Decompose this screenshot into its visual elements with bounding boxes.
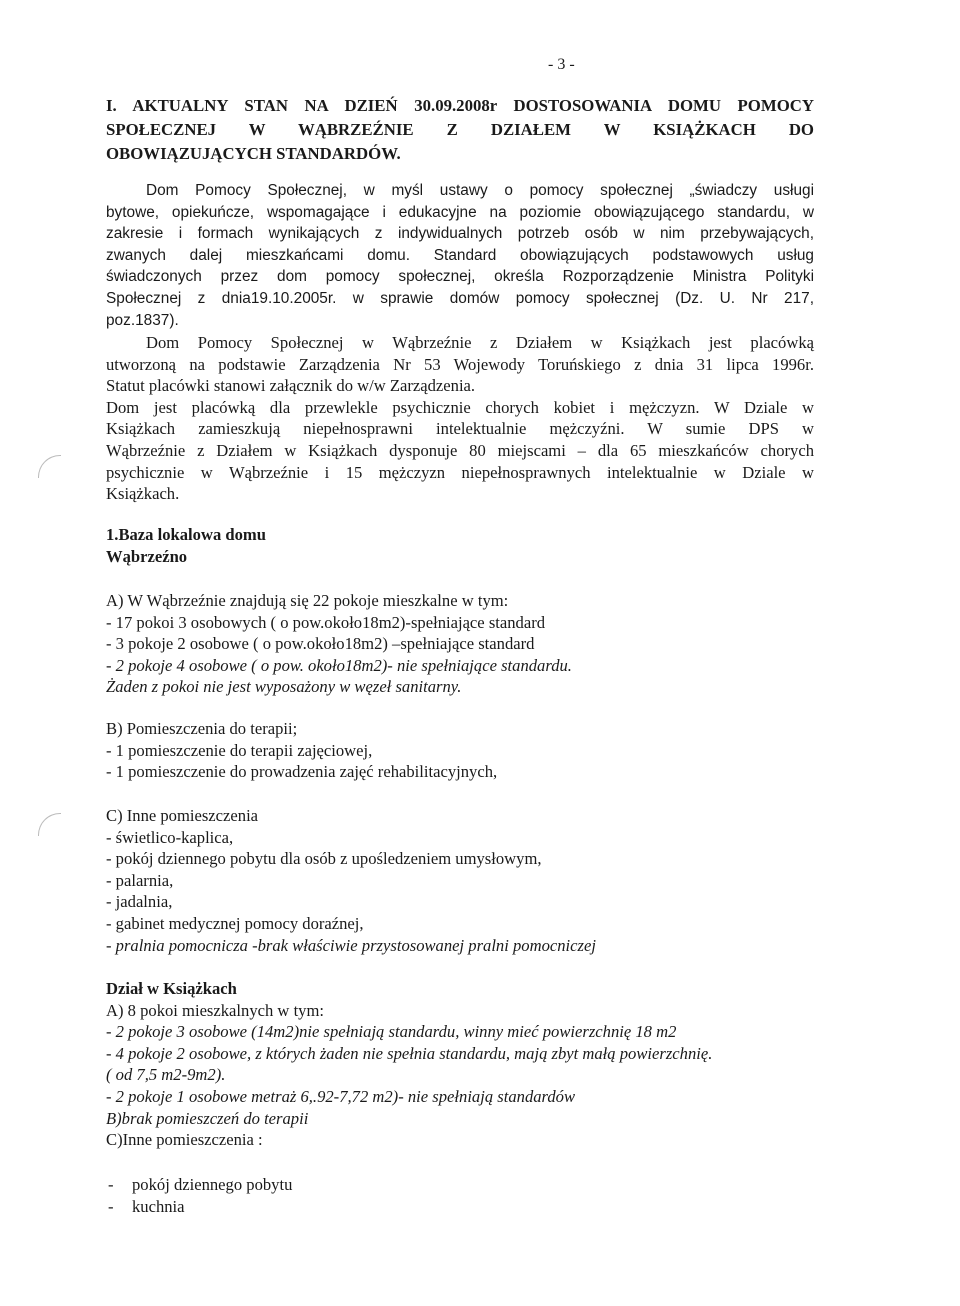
intro-paragraph	[106, 180, 814, 331]
rooms-list-b	[106, 718, 814, 783]
list-item: - jadalnia,	[106, 892, 173, 912]
text-line: świadczonych przez dom pomocy społecznej, określa Rozporządzenie Ministra Polityki	[106, 268, 814, 286]
page-number: - 3 -	[548, 56, 575, 73]
text-line: Książkach zamieszkują niepełnosprawni intelektualnie mężczyźni. W sumie DPS w	[106, 419, 814, 439]
list-item: - pokój dziennego pobytu	[106, 1174, 814, 1196]
list-title: A) 8 pokoi mieszkalnych w tym:	[106, 1000, 324, 1020]
heading-line: OBOWIĄZUJĄCYCH STANDARDÓW.	[106, 144, 401, 163]
text-line: psychicznie w Wąbrzeźnie i 15 mężczyzn niepełnosprawnych intelektualnie w Dziale w	[106, 462, 814, 482]
list-item: - 17 pokoi 3 osobowych ( o pow.około18m2)-spełniające standard	[106, 612, 546, 632]
list-item: - 2 pokoje 1 osobowe metraż 6,.92-7,72 m2)- nie spełniają standardów	[106, 1086, 576, 1106]
list-item: - 2 pokoje 4 osobowe ( o pow. około18m2)- nie spełniające standardu.	[106, 655, 572, 675]
list-item: Żaden z pokoi nie jest wyposażony w węzeł sanitarny.	[106, 677, 462, 697]
list-item: - 4 pokoje 2 osobowe, z których żaden nie spełnia standardu, mają zbyt małą powierzchnię.	[106, 1043, 713, 1063]
list-item: - 1 pomieszczenie do prowadzenia zajęć rehabilitacyjnych,	[106, 762, 498, 782]
scan-margin-mark	[38, 455, 61, 478]
rooms-list-a	[106, 590, 814, 698]
section-1	[106, 524, 814, 567]
list-item: - gabinet medycznej pomocy doraźnej,	[106, 913, 364, 933]
text-line: zwanych dalej mieszkańcami domu. Standard obowiązujących podstawowych usług	[106, 246, 814, 264]
text-line: Dom Pomocy Społecznej w Wąbrzeźnie z Działem w Książkach jest placówką	[146, 333, 814, 352]
list-item: - 2 pokoje 3 osobowe (14m2)nie spełniają standardu, winny mieć powierzchnię 18 m2	[106, 1022, 677, 1042]
list-item: - pralnia pomocnicza -brak właściwie przystosowanej pralni pomocniczej	[106, 935, 596, 955]
text-line: poz.1837).	[106, 311, 179, 329]
text-line: Dom jest placówką dla przewlekle psychicznie chorych kobiet i mężczyzn. W Dziale w	[106, 397, 814, 417]
list-item: - 3 pokoje 2 osobowe ( o pow.około18m2) –spełniające standard	[106, 634, 535, 654]
heading-line: I. AKTUALNY STAN NA DZIEŃ 30.09.2008r DOSTOSOWANIA DOMU POMOCY	[106, 96, 814, 115]
text-line: zakresie i formach wynikających z indywidualnych potrzeb osób w nim przebywających,	[106, 225, 814, 243]
rooms-list-c	[106, 805, 814, 956]
text-line: bytowe, opiekuńcze, wspomagające i edukacyjne na poziomie obowiązującego standardu, w	[106, 203, 814, 221]
text-line: Dom Pomocy Społecznej, w myśl ustawy o pomocy społecznej „świadczy usługi	[146, 182, 814, 199]
list-item: - palarnia,	[106, 870, 174, 890]
text-line: Społecznej z dnia19.10.2005r. w sprawie domów pomocy społecznej (Dz. U. Nr 217,	[106, 289, 814, 307]
text-line: Statut placówki stanowi załącznik do w/w Zarządzenia.	[106, 376, 476, 396]
section-subtitle: Wąbrzeźno	[106, 546, 188, 566]
list-item: - kuchnia	[106, 1196, 814, 1218]
section-title: 1.Baza lokalowa domu	[106, 525, 266, 544]
section-heading	[106, 94, 814, 166]
section-2	[106, 978, 814, 1151]
list-item: - pokój dziennego pobytu dla osób z upośledzeniem umysłowym,	[106, 849, 542, 869]
other-rooms-list	[106, 1174, 814, 1217]
list-title: C) Inne pomieszczenia	[106, 806, 259, 825]
text-line: Wąbrzeźnie z Działem w Książkach dysponuje 80 miejscami – dla 65 mieszkańców chorych	[106, 440, 814, 460]
list-title: C)Inne pomieszczenia :	[106, 1130, 263, 1150]
list-item: B)brak pomieszczeń do terapii	[106, 1108, 309, 1128]
list-item: ( od 7,5 m2-9m2).	[106, 1065, 226, 1085]
list-title: A) W Wąbrzeźnie znajdują się 22 pokoje mieszkalne w tym:	[106, 591, 509, 610]
list-title: B) Pomieszczenia do terapii;	[106, 719, 298, 738]
facility-paragraph	[106, 332, 814, 505]
list-item: - świetlico-kaplica,	[106, 827, 234, 847]
list-item: - 1 pomieszczenie do terapii zajęciowej,	[106, 740, 373, 760]
heading-line: SPOŁECZNEJ W WĄBRZEŹNIE Z DZIAŁEM W KSIĄŻKACH DO	[106, 120, 814, 139]
text-line: utworzoną na podstawie Zarządzenia Nr 53 Wojewody Toruńskiego z dnia 31 lipca 1996r.	[106, 354, 814, 374]
scan-margin-mark	[38, 813, 61, 836]
text-line: Książkach.	[106, 484, 180, 504]
section-title: Dział w Książkach	[106, 979, 237, 998]
